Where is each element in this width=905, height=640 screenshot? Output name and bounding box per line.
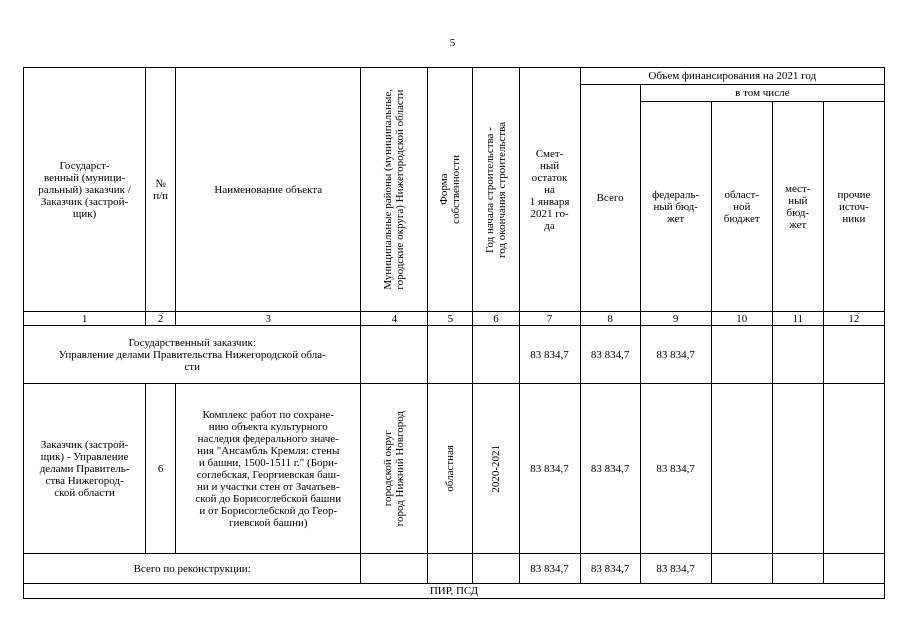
column-number: 6 [473,312,519,326]
header-federal: федераль- ный бюд- жет [640,102,711,312]
column-number: 11 [772,312,823,326]
header-ownership [428,68,473,312]
header-districts-text: Муниципальные районы (муниципальные, городские округа) Нижегородской области [382,89,407,290]
column-number: 4 [361,312,428,326]
section-total: 83 834,7 [580,326,640,384]
total-label: Всего по реконструкции: [24,554,361,584]
header-local: мест- ный бюд- жет [772,102,823,312]
header-including: в том числе [640,85,884,102]
total-federal: 83 834,7 [640,554,711,584]
row-years [473,384,519,554]
column-number: 1 [24,312,146,326]
header-number: № п/п [146,68,176,312]
header-years [473,68,519,312]
column-number: 9 [640,312,711,326]
column-number: 3 [176,312,361,326]
header-funding-group: Объем финансирования на 2021 год [580,68,884,85]
empty-cell [823,326,884,384]
empty-cell [428,554,473,584]
header-ownership-text: Форма собственности [438,155,463,224]
empty-cell [823,384,884,554]
column-number: 10 [711,312,772,326]
row-customer: Заказчик (застрой- щик) - Управление делами Правитель- ства Нижегород- ской области [24,384,146,554]
header-districts [361,68,428,312]
footer-section-row [24,584,885,599]
section-title: Государственный заказчик: Управление делами Правительства Нижегородской обла- сти [24,326,361,384]
header-estimate: Смет- ный остаток на 1 января 2021 го- да [519,68,580,312]
column-number: 8 [580,312,640,326]
row-district-text: городской округ город Нижний Новгород [382,410,407,527]
empty-cell [428,326,473,384]
column-number: 2 [146,312,176,326]
total-row [24,554,885,584]
table-row [24,384,885,554]
empty-cell [711,384,772,554]
row-ownership [428,384,473,554]
column-number: 7 [519,312,580,326]
column-number-row [24,312,885,326]
row-number: 6 [146,384,176,554]
total-total: 83 834,7 [580,554,640,584]
empty-cell [711,326,772,384]
header-other: прочие источ- ники [823,102,884,312]
row-district [361,384,428,554]
row-ownership-text: областная [444,445,457,492]
empty-cell [823,554,884,584]
empty-cell [473,554,519,584]
header-customer: Государст- венный (муници- pальный) заказчик / Заказчик (застрой- щик) [24,68,146,312]
header-years-text: Год начала строительства - год окончания строительства [483,121,508,258]
column-number: 5 [428,312,473,326]
empty-cell [772,554,823,584]
footer-section-title: ПИР, ПСД [24,584,885,599]
empty-cell [711,554,772,584]
row-federal: 83 834,7 [640,384,711,554]
total-estimate: 83 834,7 [519,554,580,584]
empty-cell [361,554,428,584]
page-number: 5 [449,37,456,49]
row-total: 83 834,7 [580,384,640,554]
row-estimate: 83 834,7 [519,384,580,554]
empty-cell [772,326,823,384]
header-object-name: Наименование объекта [176,68,361,312]
section-row [24,326,885,384]
section-estimate: 83 834,7 [519,326,580,384]
row-object-name: Комплекс работ по сохране- нию объекта культурного наследия федерального значе- ния "Ансамбль Кремля: стены и башни, 1500-1511 г." (Бори- соглебская, Георгиевская баш- ни и участки стен от Зачатьев- ской до Борисоглебской башни и от Борисоглебской до Геор- гиевской башни) [176,384,361,554]
section-federal: 83 834,7 [640,326,711,384]
empty-cell [361,326,428,384]
column-number: 12 [823,312,884,326]
empty-cell [772,384,823,554]
header-total: Всего [580,85,640,312]
empty-cell [473,326,519,384]
financing-table [23,67,885,599]
header-regional: област- ной бюджет [711,102,772,312]
row-years-text: 2020-2021 [489,444,502,493]
